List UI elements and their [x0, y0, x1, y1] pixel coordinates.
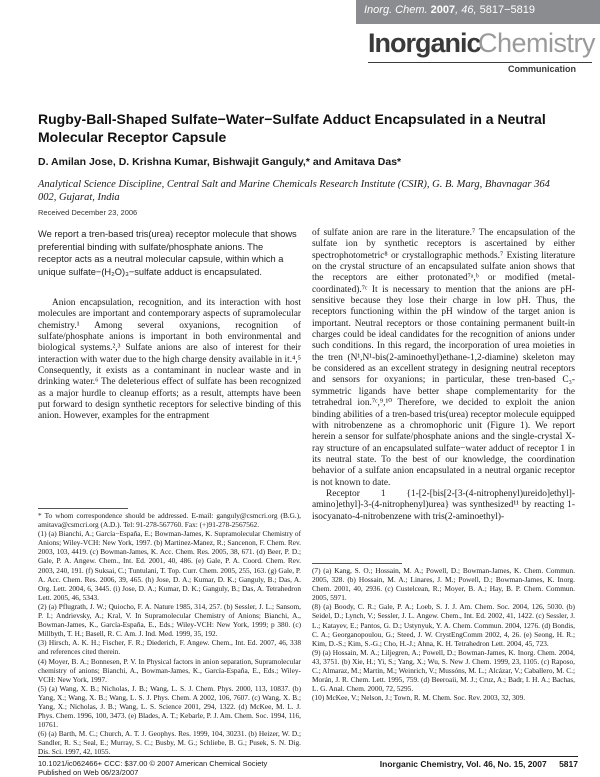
footer-divider — [38, 756, 578, 757]
journal-pages: 5817−5819 — [479, 4, 536, 16]
body-paragraph: of sulfate anion are rare in the literature.⁷ The encapsulation of the sulfate ion by synthetic receptors is ascertained by either spectrophotometric⁸ or crystallographic methods.⁷ Existing literature on the crystal structure of an encapsulated sulfate anion shows that the receptors are either protonated⁷ᵃ,ᵇ or modified (metal-coordinated).⁷ᶜ It is necessary to mention that the anions are pH-sensitive because they lose their charge in low pH. Thus, the receptors functioning within the pH window of the target anion is important. Neutral receptors or those containing permanent built-in charges could be ideal candidates for the recognition of anions under such conditions. In this regard, the incorporation of urea moieties in the tren (N¹,N¹-bis(2-aminoethyl)ethane-1,2-diamine) skeleton may be considered as an excellent strategy in designing neutral receptors and sensors for oxyanions; in particular, these tren-based C₃-symmetric ligands have better shape complementarity for the tetrahedral ion.⁷ᶜ,⁹,¹⁰ Therefore, we decided to exploit the anion binding abilities of a tren-based tris(urea) receptor molecule equipped with nitrobenzene as a chromophoric unit (Figure 1). We report herein a sensor for sulfate/phosphate anions and the single-crystal X-ray structure of an encapsulated sulfate−water adduct of receptor 1 in its neutral state. To the best of our knowledge, the coordination behavior of a sulfate anion encapsulated in a neutral organic receptor is not known to date. — [312, 228, 575, 488]
page-number: 5817 — [559, 759, 578, 769]
reference: (6) (a) Barth, M. C.; Church, A. T. J. Geophys. Res. 1999, 104, 30231. (b) Heizer, W. D.; Sandler, R. S.; Seal, E.; Murray, S. C.; Busby, M. G.; Schliebe, B. G.; Pusek, S. N. Dig. Dis. Sci. 1997, 42, 1055. — [38, 729, 301, 757]
journal-citation: Inorg. Chem. 2007, 46, 5817−5819 — [364, 4, 536, 16]
received-date: Received December 23, 2006 — [38, 208, 138, 217]
body-text-left: Anion encapsulation, recognition, and its interaction with host molecules are important and contemporary aspects of supramolecular chemistry.¹ Among several oxyanions, recognition of sulfate/phosphate anions is important in both environmental and biological systems.²,³ Sulfate anions are also of interest for their interaction with water due to the high charge density available in it.⁴,⁵ Consequently, it exists as a contaminant in nuclear waste and in drinking water.⁶ The deleterious effect of sulfate has been recognized as a major hurdle to cleanup efforts; as a result, attempts have been put forward to design synthetic receptors for selective binding of this anion. However, examples for the entrapment — [38, 298, 301, 422]
footnote: * To whom correspondence should be addressed. E-mail: ganguly@csmcri.org (B.G.), amitava@csmcri.org (A.D.). Tel: 91-278-567760. Fax: (+)91-278-2567562. — [38, 511, 301, 530]
reference: (5) (a) Wang, X. B.; Nicholas, J. B.; Wang, L. S. J. Chem. Phys. 2000, 113, 10837. (b) Yang, X.; Wang, X. B.; Wang, L. S. J. Phys. Chem. A 2002, 106, 7607. (c) Wang, X. B.; Yang, X.; Nicholas, J. B.; Wang, L. S. Science 2001, 294, 1322. (d) McKee, M. L. J. Phys. Chem. 1996, 100, 3473. (e) Blades, A. T.; Kebarle, P. J. Am. Chem. Soc. 1994, 116, 10761. — [38, 683, 301, 730]
article-title: Rugby-Ball-Shaped Sulfate−Water−Sulfate Adduct Encapsulated in a Neutral Molecular Receptor Capsule — [38, 111, 546, 145]
journal-logo-word-2: Chemistry — [478, 28, 596, 58]
footer-right — [380, 759, 578, 769]
reference: (7) (a) Kang, S. O.; Hossain, M. A.; Powell, D.; Bowman-James, K. Chem. Commun. 2005, 328. (b) Hossain, M. A.; Linares, J. M.; Powell, D.; Bowman-James, K. Inorg. Chem. 2001, 40, 2936. (c) Custelcean, R.; Moyer, B. A.; Hay, B. P. Chem. Commun. 2005, 5971. — [312, 566, 575, 603]
reference: (3) Hirsch, A. K. H.; Fischer, F. R.; Diederich, F. Angew. Chem., Int. Ed. 2007, 46, 338 and references cited therein. — [38, 638, 301, 657]
footer-left — [38, 759, 267, 777]
body-paragraph: Receptor 1 {1-[2-[bis[2-[3-(4-nitrophenyl)ureido]ethyl]-amino]ethyl]-3-(4-nitrophenyl)urea} was synthesized¹¹ by reacting 1-isocyanato-4-nitrobenzene with tris(2-aminoethyl)- — [312, 488, 575, 522]
section-label: Communication — [508, 64, 577, 74]
published-date: Published on Web 06/23/2007 — [38, 768, 139, 777]
header-divider — [368, 62, 592, 63]
journal-info: Inorganic Chemistry, Vol. 46, No. 15, 2007 — [379, 759, 547, 769]
reference: (10) McKee, V.; Nelson, J.; Town, R. M. Chem. Soc. Rev. 2003, 32, 309. — [312, 693, 526, 703]
reference: (2) (a) Pflugrath, J. W.; Quiocho, F. A. Nature 1985, 314, 257. (b) Sessler, J. L.; Sansom, P. I.; Andrievsky, A.; Kral, V. In Supramolecular Chemistry of Anions; Bianchi, A., Bowman-James, K., García-España, E., Eds.; Wiley-VCH: New York, 1999; p 380. (c) Millbyth, T. H.; Basell, R. C. Am. J. Ind. Med. 1999, 35, 192. — [38, 601, 301, 639]
journal-header — [0, 0, 600, 96]
journal-year: 2007 — [430, 4, 456, 16]
reference: (9) (a) Hossain, M. A.; Liljegren, A.; Powell, D.; Bowman-James, K. Inorg. Chem. 2004, 43, 3751. (b) Xie, H.; Yi, S.; Yang, X.; Wu, S. New J. Chem. 1999, 23, 1105. (c) Raposo, C.; Almaraz, M.; Martin, M.; Weinrich, V.; Mussóns, M. L.; Alcázar, V.; Caballero, M. C.; Morán, J. R. Chem. Lett. 1995, 759. (d) Beeroaii, M. J.; Cruz, A.; Badr, I. H. A.; Bachas, L. G. Anal. Chem. 2000, 72, 5295. — [312, 647, 575, 694]
footnotes-right — [312, 566, 575, 702]
journal-short: Inorg. Chem. — [364, 4, 428, 16]
article-affiliation: Analytical Science Discipline, Central Salt and Marine Chemicals Research Institute (CSIR), G. B. Marg, Bhavnagar 364 002, Gujarat, India — [38, 179, 550, 203]
footnotes-left — [38, 511, 301, 757]
doi-line: 10.1021/ic062466+ CCC: $37.00 © 2007 American Chemical Society — [38, 759, 268, 768]
article-authors: D. Amilan Jose, D. Krishna Kumar, Bishwajit Ganguly,* and Amitava Das* — [38, 156, 402, 168]
reference: (8) (a) Boody, C. R.; Gale, P. A.; Loeb, S. J. J. Am. Chem. Soc. 2004, 126, 5030. (b) Seidel, D.; Lynch, V.; Sessler, J. L. Angew. Chem., Int. Ed. 2002, 41, 1422. (c) Sessler, J. L.; Katayev, E.; Pantos, G. D.; Ustynyuk, Y. A. Chem. Commun. 2004, 1276. (d) Bondis, C. A.; Georganopoulou, G.; Steed, J. W. CrystEngComm 2002, 4, 26. (e) Seong, H. R.; Kim, D.-S.; Kim, S.-G.; Cho, H.-J.; Ahna, K. H. Tetrahedron Lett. 2004, 45, 723. — [312, 602, 575, 648]
reference: (1) (a) Bianchi, A.; García−España, E.; Bowman-James, K. Supramolecular Chemistry of Anions; Wiley-VCH: New York, 1997. (b) Martinez-Manez, R.; Sancenon, F. Chem. Rev. 2003, 103, 4419. (c) Bowman-James, K. Acc. Chem. Res. 2005, 38, 671. (d) Beer, P. D.; Gale, P. A. Angew. Chem., Int. Ed. 2001, 40, 486. (e) Gale, P. A. Coord. Chem. Rev. 2003, 240, 191. (f) Suksai, C.; Tuntulani, T. Top. Curr. Chem. 2005, 255, 163. (g) Gale, P. A. Acc. Chem. Res. 2006, 39, 465. (h) Jose, D. A.; Kumar, D. K.; Ganguly, B.; Das, A. Org. Lett. 2004, 6, 3445. (i) Jose, D. A.; Kumar, D. K.; Ganguly, B.; Das, A. Tetrahedron Lett. 2005, 46, 5343. — [38, 529, 301, 602]
footnote-divider — [312, 563, 402, 564]
journal-logo-word-1: Inorganic — [368, 28, 481, 58]
body-text-right — [312, 228, 575, 523]
abstract: We report a tren-based tris(urea) receptor molecule that shows preferential binding with sulfate/phosphate anions. The receptor acts as a neutral molecular capsule, within which a unique sulfate−(H₂O)₃−sulfate adduct is encapsulated. — [38, 229, 297, 277]
journal-volume: 46 — [461, 4, 474, 16]
footnote-divider — [38, 508, 128, 509]
reference: (4) Moyer, B. A.; Bonnesen, P. V. In Physical factors in anion separation, Supramolecular chemistry of anions; Bianchi, A., Bowman-James, K., García-España, E., Eds.; Wiley-VCH: New York, 1997. — [38, 656, 301, 684]
